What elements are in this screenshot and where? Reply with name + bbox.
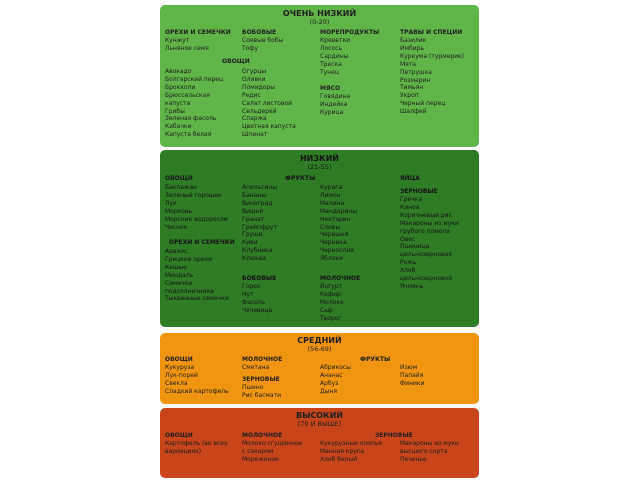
- gi-high-panel: [160, 408, 479, 478]
- dairy-list: [320, 283, 344, 323]
- list-item: цельнозерновая: [400, 251, 452, 259]
- list-item: Лосось: [320, 44, 342, 52]
- list-item: Картофель (во всех: [165, 440, 228, 447]
- panel-title: СРЕДНИЙ: [297, 336, 342, 345]
- list-item: Кешью: [165, 263, 188, 271]
- fruits-list-1: [242, 184, 277, 263]
- list-item: Дыня: [320, 387, 337, 395]
- list-item: Сладкий картофель: [165, 387, 229, 395]
- list-item: Черешня: [320, 231, 349, 239]
- list-item: Треска: [320, 60, 342, 68]
- list-item: Черный перец: [400, 100, 446, 108]
- list-item: Сардины: [320, 52, 349, 60]
- nuts-list: [165, 248, 229, 303]
- vegetables-list: [165, 440, 228, 456]
- list-item: Арахис: [165, 248, 188, 255]
- list-item: Апельсины: [242, 184, 277, 191]
- grains-heading: ЗЕРНОВЫЕ: [400, 188, 438, 195]
- list-item: Спаржа: [242, 115, 267, 123]
- list-item: Абрикосы: [320, 364, 351, 371]
- herbs-list: [400, 37, 464, 116]
- list-item: Оливки: [242, 75, 266, 83]
- vegetables-list: [165, 364, 229, 396]
- list-item: Бананы: [242, 191, 267, 199]
- gi-very-low-panel: [160, 5, 479, 147]
- list-item: Авокадо: [165, 68, 192, 75]
- eggs-heading: ЯЙЦА: [400, 175, 420, 182]
- list-item: Груши: [242, 231, 263, 239]
- grains-list: [242, 384, 281, 400]
- legumes-heading: БОБОВЫЕ: [242, 275, 277, 282]
- list-item: Черника: [320, 239, 347, 247]
- nuts-heading: ОРЕХИ И СЕМЕЧКИ: [169, 239, 235, 246]
- list-item: Ананас: [320, 371, 343, 379]
- list-item: Молоко: [320, 298, 344, 306]
- fruits-list-1: [320, 364, 351, 396]
- list-item: Тунец: [320, 68, 339, 76]
- list-item: Кунжут: [165, 37, 190, 44]
- list-item: Клюква: [242, 255, 266, 263]
- panel-range: (0-20): [309, 18, 330, 26]
- list-item: Сливы: [320, 223, 341, 231]
- list-item: Мята: [400, 60, 416, 68]
- grains-list: [400, 196, 459, 291]
- list-item: Индейка: [320, 100, 348, 108]
- list-item: Печенье: [400, 455, 427, 463]
- list-item: Нут: [242, 290, 254, 298]
- list-item: Шалфей: [400, 108, 427, 116]
- list-item: Пшеница: [400, 243, 430, 251]
- vegetables-list-2: [242, 68, 296, 139]
- list-item: с сахаром: [242, 447, 274, 455]
- list-item: Кукуруза: [165, 364, 195, 371]
- panel-title: ВЫСОКИЙ: [296, 411, 343, 420]
- list-item: Хлеб: [400, 267, 416, 275]
- list-item: Кабачки: [165, 123, 192, 131]
- list-item: Йогурт: [320, 283, 343, 290]
- list-item: Вишня: [242, 207, 264, 215]
- list-item: Овес: [400, 235, 416, 243]
- list-item: Редис: [242, 91, 261, 99]
- list-item: Папайя: [400, 371, 424, 379]
- list-item: Кефир: [320, 290, 341, 298]
- grains-heading: ЗЕРНОВЫЕ: [375, 432, 413, 439]
- panel-range: (21-55): [307, 163, 332, 171]
- list-item: Лук: [165, 199, 177, 207]
- list-item: Мандарины: [320, 207, 357, 215]
- panel-title: ОЧЕНЬ НИЗКИЙ: [282, 9, 357, 18]
- list-item: Брокколи: [165, 83, 196, 91]
- list-item: Нектарин: [320, 215, 351, 223]
- list-item: Капуста белая: [165, 131, 212, 139]
- list-item: Фасоль: [242, 298, 266, 306]
- list-item: Тыквенные семечки: [165, 295, 229, 303]
- list-item: Розмарин: [400, 76, 431, 84]
- list-item: Макароны из муки: [400, 440, 459, 447]
- list-item: Шпинат: [242, 131, 268, 139]
- gi-medium-panel: [160, 333, 479, 404]
- list-item: вариациях): [165, 447, 202, 455]
- meat-list: [320, 93, 350, 117]
- list-item: Грецкие орехи: [165, 255, 212, 263]
- list-item: Сыр: [320, 306, 333, 314]
- list-item: Морские водоросли: [165, 215, 228, 223]
- list-item: Морковь: [165, 207, 193, 215]
- fruits-list-2: [320, 184, 357, 263]
- legumes-list: [242, 283, 272, 315]
- list-item: Брюссельская: [165, 91, 210, 99]
- list-item: Киноа: [400, 203, 420, 211]
- list-item: Яблоки: [320, 255, 343, 263]
- seafood-list: [320, 37, 350, 77]
- list-item: Помидоры: [242, 83, 275, 91]
- list-item: Зеленый горошек: [165, 191, 222, 199]
- list-item: Салат листовой: [242, 99, 293, 107]
- list-item: Киви: [242, 239, 258, 247]
- grains-heading: ЗЕРНОВЫЕ: [242, 376, 280, 383]
- list-item: Грибы: [165, 107, 185, 115]
- list-item: Соевые бобы: [242, 37, 284, 44]
- dairy-heading: МОЛОЧНОЕ: [242, 356, 283, 363]
- vegetables-heading: ОВОЩИ: [165, 175, 193, 182]
- list-item: Огурцы: [242, 68, 267, 75]
- list-item: Творог: [320, 314, 342, 322]
- list-item: Рожь: [400, 259, 417, 267]
- list-item: Малина: [320, 199, 345, 207]
- list-item: Мороженое: [242, 455, 279, 463]
- list-item: Болгарский перец: [165, 75, 224, 83]
- legumes-list: [242, 37, 283, 53]
- list-item: Ячмень: [400, 282, 424, 290]
- grains-list-1: [320, 440, 382, 464]
- nuts-list: [165, 37, 209, 53]
- list-item: цельнозерновой: [400, 275, 453, 283]
- panel-range: (56-69): [307, 345, 332, 353]
- list-item: Имбирь: [400, 44, 424, 52]
- list-item: Клубника: [242, 247, 273, 255]
- list-item: грубого помола: [400, 227, 450, 235]
- list-item: Сельдерей: [242, 107, 277, 115]
- list-item: Молоко сгущенное: [242, 440, 303, 447]
- list-item: Креветки: [320, 37, 351, 44]
- list-item: Манная крупа: [320, 447, 365, 455]
- list-item: Гречка: [400, 196, 423, 203]
- vegetables-list: [165, 184, 228, 231]
- grains-list-2: [400, 440, 459, 464]
- list-item: Говядина: [320, 93, 351, 100]
- list-item: Льняное семя: [165, 44, 209, 52]
- list-item: Коричневый рис: [400, 211, 452, 219]
- dairy-heading: МОЛОЧНОЕ: [320, 275, 361, 282]
- list-item: Кукурузные хлопья: [320, 440, 382, 447]
- vegetables-heading: ОВОЩИ: [165, 356, 193, 363]
- list-item: Баклажан: [165, 184, 197, 191]
- list-item: Сметана: [242, 364, 270, 371]
- list-item: Петрушка: [400, 68, 432, 76]
- vegetables-heading: ОВОЩИ: [165, 432, 193, 439]
- list-item: Курица: [320, 108, 344, 116]
- legumes-heading: БОБОВЫЕ: [242, 29, 277, 36]
- dairy-list: [242, 364, 269, 372]
- list-item: Виноград: [242, 199, 273, 207]
- panel-title: НИЗКИЙ: [299, 154, 339, 163]
- list-item: Чеснок: [165, 223, 188, 231]
- list-item: Куркума (турмерик): [400, 52, 464, 60]
- dairy-heading: МОЛОЧНОЕ: [242, 432, 283, 439]
- list-item: Тимьян: [400, 84, 424, 92]
- list-item: Изюм: [400, 364, 418, 371]
- list-item: Лук-порей: [165, 371, 198, 379]
- list-item: Чернослив: [320, 247, 354, 255]
- list-item: Свекла: [165, 379, 188, 387]
- list-item: Укроп: [400, 92, 419, 100]
- list-item: Арбуз: [320, 379, 339, 387]
- list-item: Макароны из муки: [400, 219, 459, 227]
- fruits-heading: ФРУКТЫ: [360, 356, 391, 363]
- gi-low-panel: [160, 150, 479, 327]
- vegetables-list-1: [165, 68, 223, 139]
- list-item: Курага: [320, 184, 343, 191]
- nuts-heading: ОРЕХИ И СЕМЕЧКИ: [165, 29, 231, 36]
- list-item: Гранат: [242, 215, 265, 223]
- fruits-list-2: [400, 364, 424, 388]
- list-item: Базилик: [400, 37, 427, 44]
- list-item: высшего сорта: [400, 447, 448, 455]
- list-item: Миндаль: [165, 271, 194, 279]
- dairy-list: [242, 440, 302, 464]
- list-item: капуста: [165, 99, 191, 107]
- list-item: Финики: [400, 379, 425, 387]
- list-item: Тофу: [242, 44, 259, 52]
- list-item: Рис басмати: [242, 391, 281, 399]
- seafood-heading: МОРЕПРОДУКТЫ: [320, 29, 380, 36]
- list-item: Зеленая фасоль: [165, 115, 217, 123]
- herbs-heading: ТРАВЫ И СПЕЦИИ: [400, 29, 463, 36]
- list-item: Лимон: [320, 191, 341, 199]
- fruits-heading: ФРУКТЫ: [285, 175, 316, 182]
- list-item: Грейпфрут: [242, 223, 277, 231]
- panel-range: (70 И ВЫШЕ): [297, 420, 342, 428]
- list-item: Семечки: [165, 279, 193, 287]
- list-item: Пшено: [242, 384, 264, 391]
- list-item: Горох: [242, 283, 261, 290]
- list-item: Хлеб белый: [320, 455, 358, 463]
- list-item: подсолнечника: [165, 287, 214, 295]
- list-item: Чечевица: [242, 306, 273, 314]
- vegetables-heading: ОВОЩИ: [222, 58, 250, 65]
- list-item: Цветная капуста: [242, 123, 296, 131]
- meat-heading: МЯСО: [320, 85, 341, 92]
